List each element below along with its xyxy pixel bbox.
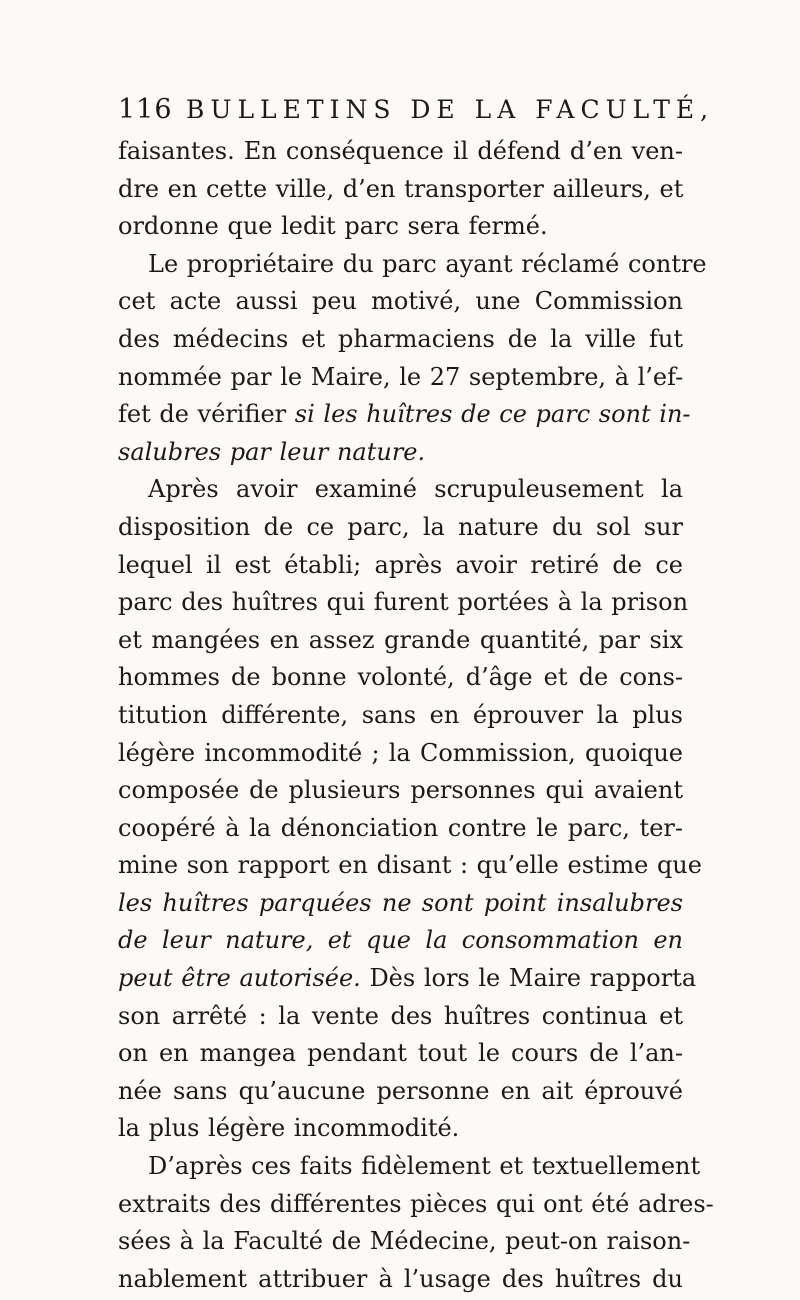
text-line	[118, 509, 683, 547]
text-segment: Dès lors le Maire rapporta	[360, 964, 697, 993]
text-segment: et mangées en assez grande quantité, par six	[118, 625, 683, 654]
text-line	[118, 810, 683, 848]
text-segment: nablement attribuer à l’usage des huîtres du	[118, 1264, 683, 1293]
text-segment: hommes de bonne volonté, d’âge et de cons-	[118, 663, 683, 692]
text-line	[118, 283, 683, 321]
text-line	[118, 171, 683, 209]
text-segment: faisantes. En conséquence il défend d’en ven-	[118, 137, 683, 165]
text-line	[118, 359, 683, 397]
italic-text: salubres par leur nature.	[118, 437, 426, 466]
italic-text: les huîtres parquées ne sont point insalubres	[118, 888, 683, 917]
text-segment: dre en cette ville, d’en transporter ailleurs, et	[118, 174, 684, 203]
text-line	[118, 1186, 714, 1224]
text-line	[118, 847, 702, 885]
text-segment: sées à la Faculté de Médecine, peut-on raison-	[118, 1227, 691, 1256]
text-line	[118, 547, 683, 585]
text-line	[118, 1073, 683, 1111]
text-line	[118, 772, 683, 810]
text-line	[118, 1261, 683, 1299]
page-number: 116	[118, 94, 173, 125]
text-segment: cet acte aussi peu motivé, une Commission	[118, 287, 683, 316]
text-segment: née sans qu’aucune personne en ait éprouvé	[118, 1076, 683, 1105]
text-segment: on en mangea pendant tout le cours de l’an-	[118, 1039, 683, 1068]
text-line	[118, 471, 683, 509]
text-segment: Après avoir examiné scrupuleusement la	[148, 475, 683, 504]
text-line	[118, 697, 683, 735]
text-segment: titution différente, sans en éprouver la plus	[118, 700, 683, 729]
text-line	[118, 434, 683, 472]
text-segment: fet de vérifier	[118, 400, 295, 429]
text-segment: parc des huîtres qui furent portées à la prison	[118, 588, 689, 617]
text-segment: Le propriétaire du parc ayant réclamé contre	[148, 249, 707, 278]
text-segment: disposition de ce parc, la nature du sol sur	[118, 512, 683, 541]
text-line	[118, 1110, 683, 1148]
text-segment: son arrêté : la vente des huîtres continua et	[118, 1001, 683, 1030]
text-segment: nommée par le Maire, le 27 septembre, à l’ef-	[118, 362, 684, 391]
text-line	[118, 998, 683, 1036]
text-line	[118, 1223, 691, 1261]
text-segment: ordonne que ledit parc sera fermé.	[118, 212, 548, 241]
text-line	[118, 584, 689, 622]
text-segment: coopéré à la dénonciation contre le parc, ter-	[118, 813, 683, 842]
text-line	[118, 659, 683, 697]
text-segment: la plus légère incommodité.	[118, 1114, 460, 1143]
text-segment: des médecins et pharmaciens de la ville fut	[118, 324, 683, 353]
text-line	[118, 735, 683, 773]
text-line	[118, 885, 683, 923]
text-line	[118, 208, 683, 246]
text-line	[118, 133, 683, 171]
text-line	[118, 960, 697, 998]
italic-text: peut être autorisée.	[118, 964, 361, 993]
text-line	[118, 1035, 683, 1073]
text-segment: D’après ces faits fidèlement et textuellement	[148, 1152, 701, 1181]
text-line	[118, 922, 683, 960]
body-text	[118, 133, 714, 1298]
text-segment: lequel il est établi; après avoir retiré de ce	[118, 550, 683, 579]
text-line	[118, 1148, 701, 1186]
text-line	[118, 321, 683, 359]
page-header	[118, 92, 715, 128]
italic-text: si les huîtres de ce parc sont in-	[294, 400, 691, 429]
italic-text: de leur nature, et que la consommation en	[118, 926, 683, 955]
text-segment: mine son rapport en disant : qu’elle estime que	[118, 851, 702, 880]
text-segment: légère incommodité ; la Commission, quoique	[118, 738, 683, 767]
text-line	[118, 396, 691, 434]
text-line	[118, 246, 707, 284]
text-segment: extraits des différentes pièces qui ont été adres-	[118, 1189, 714, 1218]
text-segment: composée de plusieurs personnes qui avaient	[118, 776, 683, 805]
running-title: BULLETINS DE LA FACULTÉ,	[186, 95, 715, 124]
text-line	[118, 622, 683, 660]
